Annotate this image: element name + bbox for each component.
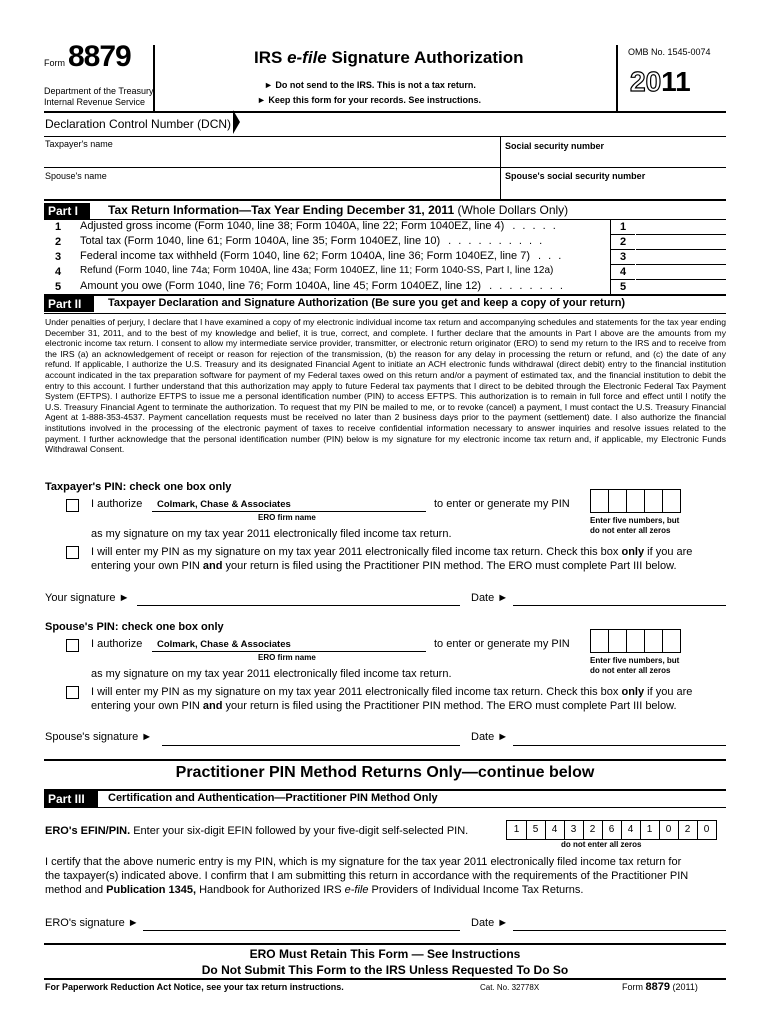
part1-line-box-number: 3 bbox=[610, 250, 635, 265]
efin-note: do not enter all zeros bbox=[561, 840, 642, 849]
form-number: 8879 bbox=[68, 40, 131, 73]
ero-signature-label: ERO's signature ► bbox=[45, 917, 139, 929]
taxpayer-authorize-checkbox[interactable] bbox=[66, 499, 79, 512]
notice-do-not-send: ► Do not send to the IRS. This is not a tax return. bbox=[264, 80, 476, 90]
efin-digit: 4 bbox=[621, 821, 641, 839]
taxpayer-to-enter: to enter or generate my PIN bbox=[434, 498, 570, 510]
part1-line-amount-input[interactable] bbox=[636, 220, 726, 235]
ssn-input[interactable] bbox=[505, 152, 725, 166]
part2-label: Part II bbox=[44, 296, 94, 312]
taxpayer-self-pin-checkbox[interactable] bbox=[66, 546, 79, 559]
part1-title: Tax Return Information—Tax Year Ending December 31, 2011 (Whole Dollars Only) bbox=[108, 203, 569, 217]
declaration-text: Under penalties of perjury, I declare that I have examined a copy of my electronic individual income tax return and accompanying schedules and statements for the tax year ending December 31, 2011, and to the best of my knowledge and belief, it is true, correct, and complete. I further declare that the amounts in Part I above are the amounts from my electronic income tax return. I consent to allow my intermediate service provider, transmitter, or electronic return originator (ERO) to send my return to the IRS and to receive from the IRS (a) an acknowledgement of receipt or reason for rejection of the transmission, (b) the reason for any delay in processing the return or refund, and (c) the date of any refund. If applicable, I authorize the U.S. Treasury and its designated Financial Agent to initiate an ACH electronic funds withdrawal (direct debit) entry to the financial institution account indicated in the tax preparation software for payment of my Federal taxes owed on this return and/or a payment of estimated tax, and the financial institution to debit the entry to this account. I further understand that this authorization may apply to future Federal tax payments that I direct to be debited through the Electronic Federal Tax Payment System (EFTPS). I authorize EFTPS to issue me a personal identification number (PIN) to access EFTPS. This authorization is to remain in full force and effect until I notify the U.S. Treasury Financial Agent to terminate the authorization. To request that my PIN be mailed to me, or to revoke (cancel) a payment, I must contact the U.S. Treasury Financial Agent at 1-888-353-4537. Payment cancellation requests must be received no later than 2 business days prior to the payment (settlement) date. I also authorize the financial institutions involved in the processing of the electronic payment of taxes to receive confidential information necessary to answer inquiries and resolve issues related to the payment. I further acknowledge that the personal identification number (PIN) below is my signature for my electronic income tax return and, if applicable, my Electronic Funds Withdrawal Consent. bbox=[45, 317, 726, 455]
taxpayer-date-line[interactable] bbox=[513, 605, 726, 606]
part1-line-text: Total tax (Form 1040, line 61; Form 1040A, line 35; Form 1040EZ, line 10) . . . . . . . . . . bbox=[80, 235, 545, 247]
dept-line1: Department of the Treasury bbox=[44, 86, 154, 96]
paperwork-notice: For Paperwork Reduction Act Notice, see your tax return instructions. bbox=[45, 982, 344, 992]
efin-digit: 0 bbox=[703, 824, 710, 835]
part1-line-amount-input[interactable] bbox=[636, 250, 726, 265]
part1-line-number: 5 bbox=[55, 281, 62, 293]
taxpayer-ero-firm-input[interactable]: Colmark, Chase & Associates bbox=[157, 499, 291, 510]
do-not-submit-notice: Do Not Submit This Form to the IRS Unless Requested To Do So bbox=[201, 963, 569, 977]
taxpayer-signature-label: Your signature ► bbox=[45, 592, 130, 604]
spouse-pin-note: Enter five numbers, but do not enter all zeros bbox=[590, 656, 680, 675]
taxpayer-authorize-label: I authorize bbox=[91, 498, 143, 510]
ssn-label: Social security number bbox=[505, 141, 605, 151]
part3-title: Certification and Authentication—Practitioner PIN Method Only bbox=[108, 792, 438, 804]
ero-date-line[interactable] bbox=[513, 930, 726, 931]
ero-date-label: Date ► bbox=[471, 917, 509, 929]
taxpayer-pin-note: Enter five numbers, but do not enter all zeros bbox=[590, 516, 680, 535]
spouse-pin-input[interactable] bbox=[590, 629, 681, 653]
spouse-authorize-checkbox[interactable] bbox=[66, 639, 79, 652]
taxpayer-ero-firm-label: ERO firm name bbox=[258, 513, 316, 522]
dcn-input[interactable] bbox=[244, 113, 724, 133]
spouse-signature-label: Spouse's signature ► bbox=[45, 731, 153, 743]
part1-line-number: 4 bbox=[55, 266, 62, 278]
efin-digit: 1 bbox=[507, 821, 527, 839]
spouse-date-label: Date ► bbox=[471, 731, 509, 743]
efin-digit: 2 bbox=[678, 821, 698, 839]
spouse-as-signature: as my signature on my tax year 2011 electronically filed income tax return. bbox=[91, 668, 452, 680]
efin-digit: 6 bbox=[602, 821, 622, 839]
taxpayer-signature-line[interactable] bbox=[137, 605, 460, 606]
part1-line-amount-input[interactable] bbox=[636, 235, 726, 250]
efin-pin-input[interactable] bbox=[506, 820, 717, 840]
efin-digit: 0 bbox=[659, 821, 679, 839]
part1-line-box-number: 5 bbox=[610, 280, 635, 295]
spouse-self-pin-text: I will enter my PIN as my signature on my tax year 2011 electronically filed income tax return. Check this box only if you are entering your own PIN and your return is filed using the Practitioner PIN method. The ERO must complete Part III below. bbox=[91, 686, 693, 712]
spouse-name-input[interactable] bbox=[45, 182, 495, 198]
spouse-self-pin-checkbox[interactable] bbox=[66, 686, 79, 699]
part1-line-number: 2 bbox=[55, 236, 62, 248]
form-word: Form bbox=[44, 58, 65, 68]
part1-line-box-number: 4 bbox=[610, 265, 635, 280]
efin-digit: 4 bbox=[545, 821, 565, 839]
taxpayer-name-input[interactable] bbox=[45, 150, 495, 166]
dcn-arrow-icon bbox=[233, 110, 240, 134]
part1-line-text: Adjusted gross income (Form 1040, line 38; Form 1040A, line 22; Form 1040EZ, line 4) . . . . . bbox=[80, 220, 558, 232]
spouse-to-enter: to enter or generate my PIN bbox=[434, 638, 570, 650]
spouse-name-label: Spouse's name bbox=[45, 171, 107, 181]
part2-title: Taxpayer Declaration and Signature Authorization (Be sure you get and keep a copy of your return) bbox=[108, 297, 626, 309]
spouse-authorize-label: I authorize bbox=[91, 638, 143, 650]
part1-line-number: 3 bbox=[55, 251, 62, 263]
spouse-ssn-label: Spouse's social security number bbox=[505, 171, 646, 181]
footer-form-id: Form 8879 (2011) bbox=[622, 981, 698, 993]
part1-line-amount-input[interactable] bbox=[636, 265, 726, 280]
efin-digit: 1 bbox=[640, 821, 660, 839]
taxpayer-date-label: Date ► bbox=[471, 592, 509, 604]
spouse-pin-heading: Spouse's PIN: check one box only bbox=[45, 621, 224, 633]
efin-label: ERO's EFIN/PIN. Enter your six-digit EFIN followed by your five-digit self-selected PIN. bbox=[45, 825, 469, 837]
notice-keep-form: ► Keep this form for your records. See instructions. bbox=[257, 95, 481, 105]
dcn-label: Declaration Control Number (DCN) bbox=[45, 117, 232, 131]
efin-digit: 5 bbox=[526, 821, 546, 839]
efin-digit: 2 bbox=[583, 821, 603, 839]
part1-line-box-number: 2 bbox=[610, 235, 635, 250]
department bbox=[44, 86, 154, 108]
retain-notice: ERO Must Retain This Form — See Instructions bbox=[249, 947, 521, 961]
spouse-signature-line[interactable] bbox=[162, 745, 460, 746]
tax-year: 2011 bbox=[630, 66, 691, 97]
part1-label: Part I bbox=[44, 203, 90, 219]
dept-line2: Internal Revenue Service bbox=[44, 97, 146, 107]
efin-digit: 3 bbox=[564, 821, 584, 839]
spouse-ssn-input[interactable] bbox=[505, 182, 725, 196]
cat-number: Cat. No. 32778X bbox=[480, 983, 540, 992]
spouse-ero-firm-label: ERO firm name bbox=[258, 653, 316, 662]
part1-line-number: 1 bbox=[55, 221, 62, 233]
part1-line-text: Refund (Form 1040, line 74a; Form 1040A, line 43a; Form 1040EZ, line 11; Form 1040-SS, Part I, line 12a) bbox=[80, 265, 554, 276]
spouse-date-line[interactable] bbox=[513, 745, 726, 746]
part1-line-text: Amount you owe (Form 1040, line 76; Form 1040A, line 45; Form 1040EZ, line 12) . . . . . . . . bbox=[80, 280, 565, 292]
taxpayer-pin-heading: Taxpayer's PIN: check one box only bbox=[45, 481, 232, 493]
certification-text: I certify that the above numeric entry is my PIN, which is my signature for the tax year 2011 electronically filed income tax return for the taxpayer(s) indicated above. I confirm that I am submitting this return in accordance with the requirements of the Practitioner PIN method and Publication 1345, Handbook for Authorized IRS e-file Providers of Individual Income Tax Returns. bbox=[45, 856, 689, 896]
part1-line-text: Federal income tax withheld (Form 1040, line 62; Form 1040A, line 36; Form 1040EZ, line 7) . . . bbox=[80, 250, 564, 262]
taxpayer-as-signature: as my signature on my tax year 2011 electronically filed income tax return. bbox=[91, 528, 452, 540]
part1-line-amount-input[interactable] bbox=[636, 280, 726, 295]
spouse-ero-firm-input[interactable]: Colmark, Chase & Associates bbox=[157, 639, 291, 650]
taxpayer-pin-input[interactable] bbox=[590, 489, 681, 513]
taxpayer-self-pin-text: I will enter my PIN as my signature on my tax year 2011 electronically filed income tax return. Check this box only if you are entering your own PIN and your return is filed using the Practitioner PIN method. The ERO must complete Part III below. bbox=[91, 546, 693, 572]
taxpayer-name-label: Taxpayer's name bbox=[45, 139, 113, 149]
ero-signature-line[interactable] bbox=[143, 930, 460, 931]
form-title: IRS e-file Signature Authorization bbox=[254, 48, 524, 67]
part1-line-box-number: 1 bbox=[610, 220, 635, 235]
omb-number: OMB No. 1545-0074 bbox=[628, 47, 711, 57]
part3-label: Part III bbox=[44, 791, 98, 807]
practitioner-heading: Practitioner PIN Method Returns Only—continue below bbox=[175, 764, 595, 781]
